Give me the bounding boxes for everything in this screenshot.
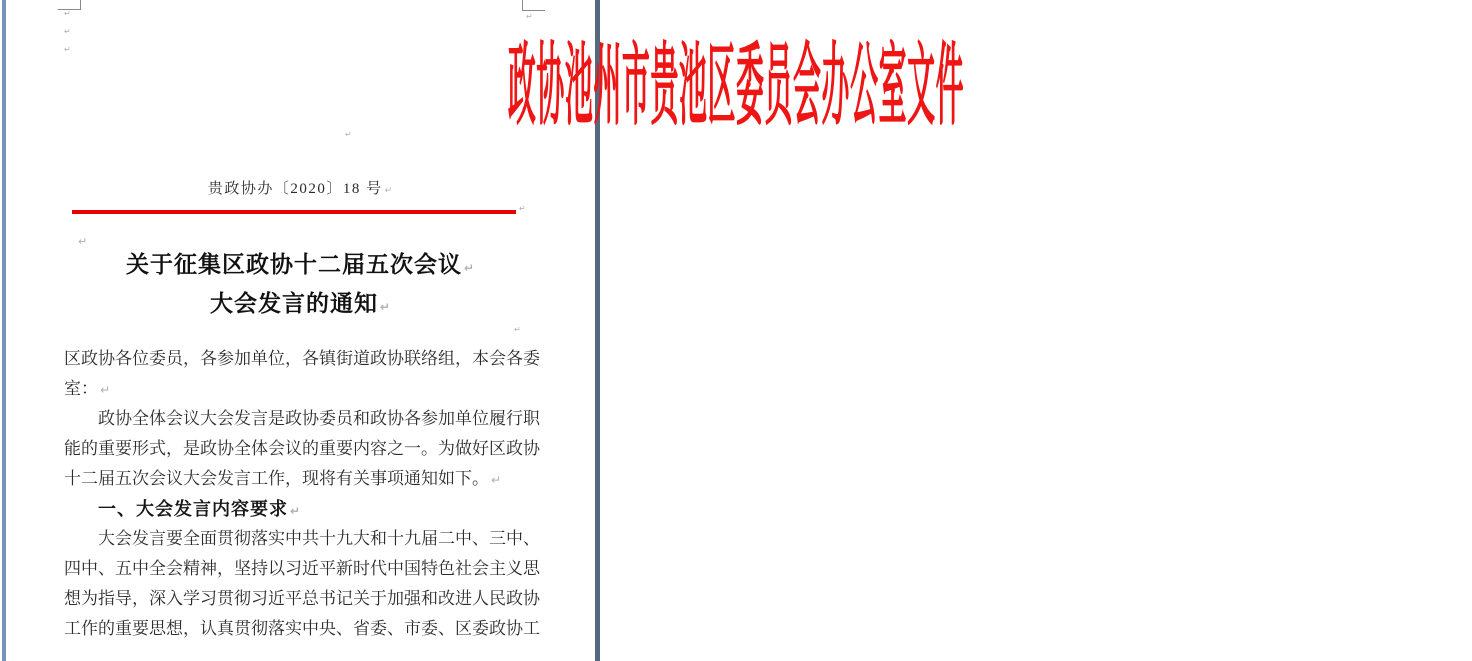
doc-number-text: 贵政协办〔2020〕18 号 xyxy=(207,181,383,197)
body-line[interactable] xyxy=(64,554,540,584)
document-title[interactable] xyxy=(0,247,600,325)
body-line-text: 工作的重要思想，认真贯彻落实中央、省委、市委、区委政协工 xyxy=(64,619,540,638)
red-separator-rule xyxy=(72,210,516,214)
paragraph-mark: ↵ xyxy=(384,186,393,196)
body-line[interactable] xyxy=(64,524,540,554)
body-line[interactable] xyxy=(64,404,540,434)
body-line[interactable] xyxy=(64,584,540,614)
title-line-1: 关于征集区政协十二届五次会议 ↵ xyxy=(125,252,475,277)
body-line-text: 十二届五次会议大会发言工作，现将有关事项通知如下。 xyxy=(64,469,489,488)
body-line-text: 一、大会发言内容要求 xyxy=(98,499,288,519)
org-title-text: 政协池州市贵池区委员会办公室文件 xyxy=(507,37,965,136)
body-line[interactable] xyxy=(64,464,536,494)
paragraph-mark: ↵ xyxy=(379,300,391,314)
red-header-banner[interactable] xyxy=(0,37,965,136)
paragraph-mark: ↵ xyxy=(100,383,111,397)
paragraph-mark: ↵ xyxy=(64,27,71,36)
body-line-text: 区政协各位委员，各参加单位，各镇街道政协联络组，本会各委 xyxy=(64,349,540,368)
body-line-text: 四中、五中全会精神，坚持以习近平新时代中国特色社会主义思 xyxy=(64,559,540,578)
body-line-text: 政协全体会议大会发言是政协委员和政协各参加单位履行职 xyxy=(98,409,540,428)
paragraph-mark: ↵ xyxy=(78,235,88,248)
paragraph-mark: ↵ xyxy=(519,204,526,213)
paragraph-mark: ↵ xyxy=(463,261,475,275)
body-line-text: 想为指导，深入学习贯彻习近平总书记关于加强和改进人民政协 xyxy=(64,589,540,608)
body-text[interactable] xyxy=(64,344,540,644)
paragraph-mark: ↵ xyxy=(64,9,71,18)
paragraph-mark: ↵ xyxy=(526,12,533,21)
body-line[interactable] xyxy=(64,374,536,404)
paragraph-mark: ↵ xyxy=(514,325,521,334)
paragraph-mark: ↵ xyxy=(64,45,71,54)
body-line-text: 能的重要形式，是政协全体会议的重要内容之一。为做好区政协 xyxy=(64,439,540,458)
body-line-text: 大会发言要全面贯彻落实中共十九大和十九届二中、三中、 xyxy=(98,529,540,548)
doc-number-row[interactable] xyxy=(0,179,600,201)
paragraph-mark: ↵ xyxy=(290,504,301,518)
section-heading[interactable] xyxy=(64,494,536,524)
body-line[interactable] xyxy=(64,344,540,374)
body-line-text: 室： xyxy=(64,379,98,398)
paragraph-mark: ↵ xyxy=(491,473,502,487)
body-line[interactable] xyxy=(64,434,540,464)
paragraph-mark: ↵ xyxy=(345,130,352,139)
title-line-2: 大会发言的通知 ↵ xyxy=(209,291,391,316)
body-line[interactable] xyxy=(64,614,540,644)
text-boundary-mark-top-right xyxy=(522,0,545,11)
